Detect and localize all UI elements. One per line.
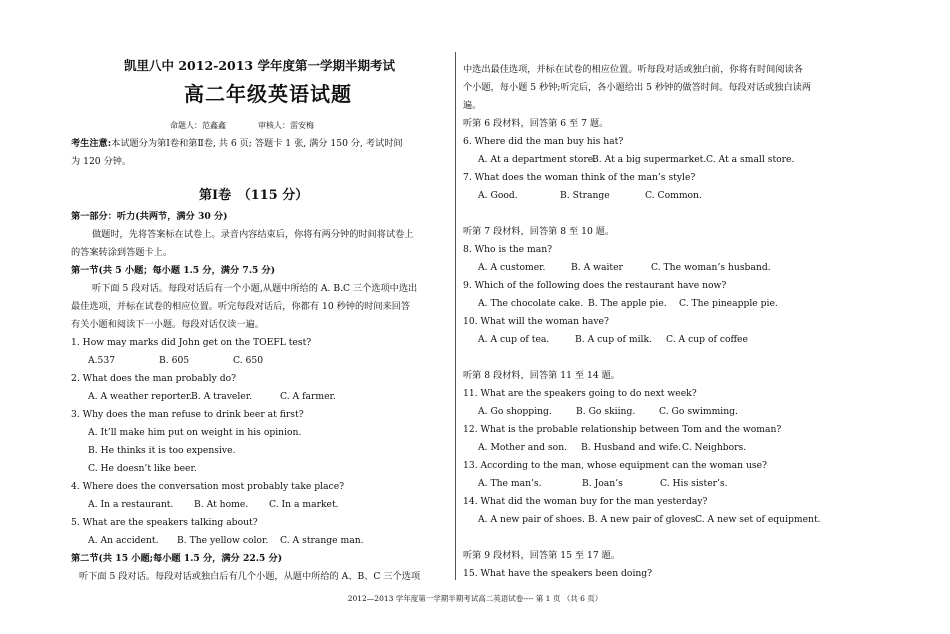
part1-heading: 第一部分：听力(共两节，满分 30 分) (71, 211, 228, 222)
option-a: A. It’ll make him put on weight in his opinion. (88, 427, 302, 438)
sub1-heading: 第一节(共 5 小题；每小题 1.5 分，满分 7.5 分) (71, 265, 276, 276)
question-stem: 4. Where does the conversation most probably take place? (71, 481, 345, 492)
option-a: A. An accident. (88, 535, 159, 546)
question-stem: 11. What are the speakers going to do next week? (463, 388, 697, 399)
option-b: B. The yellow color. (177, 535, 269, 546)
notice-label: 考生注意: (71, 138, 112, 149)
material-instruction: 听第 8 段材料，回答第 11 至 14 题。 (463, 370, 620, 381)
option-b: B. Joan’s (582, 478, 623, 489)
question-stem: 13. According to the man, whose equipment can the woman use? (463, 460, 767, 471)
option-c: C. He doesn’t like beer. (88, 463, 197, 474)
exam-title-line: 凯里八中 2012-2013 学年度第一学期半期考试 (124, 58, 395, 73)
question-stem: 7. What does the woman think of the man’s style? (463, 172, 696, 183)
option-a: A.537 (88, 355, 116, 366)
exam-notice-line-1 (71, 138, 403, 150)
sub2-heading: 第二节(共 15 小题;每小题 1.5 分，满分 22.5 分) (71, 553, 283, 564)
notice-text: 本试题分为第Ⅰ卷和第Ⅱ卷, 共 6 页; 答题卡 1 张, 满分 150 分, 考试时间 (111, 138, 403, 149)
option-c: C. 650 (233, 355, 264, 366)
question-stem: 15. What have the speakers been doing? (463, 568, 653, 579)
option-c: C. A strange man. (280, 535, 364, 546)
option-a: A. A new pair of shoes. (478, 514, 585, 525)
question-stem: 12. What is the probable relationship between Tom and the woman? (463, 424, 782, 435)
option-b: B. A new pair of gloves. (588, 514, 699, 525)
question-stem: 2. What does the man probably do? (71, 373, 237, 384)
sub2-intro-1: 听下面 5 段对话。每段对话或独白后有几个小题，从题中所给的 A、B、C 三个选项 (79, 571, 421, 582)
part1-intro-2: 的答案转涂到答题卡上。 (71, 247, 173, 258)
option-c: C. The pineapple pie. (679, 298, 778, 309)
section-heading: 第Ⅰ卷 （115 分） (199, 188, 309, 203)
option-a: A. The man’s. (478, 478, 542, 489)
option-b: B. At a big supermarket. (592, 154, 707, 165)
option-a: A. A cup of tea. (478, 334, 550, 345)
option-c: C. A farmer. (280, 391, 336, 402)
option-c: C. Neighbors. (682, 442, 747, 453)
question-stem: 5. What are the speakers talking about? (71, 517, 258, 528)
material-instruction: 听第 9 段材料，回答第 15 至 17 题。 (463, 550, 620, 561)
option-a: A. In a restaurant. (88, 499, 174, 510)
option-b: B. A waiter (571, 262, 623, 273)
option-c: C. His sister’s. (660, 478, 728, 489)
question-stem: 10. What will the woman have? (463, 316, 609, 327)
option-c: C. In a market. (269, 499, 339, 510)
author-line: 命题人：范鑫鑫 审核人：雷安梅 (170, 121, 314, 130)
question-stem: 14. What did the woman buy for the man yesterday? (463, 496, 708, 507)
option-a: A. A weather reporter. (88, 391, 193, 402)
option-c: C. The woman’s husband. (651, 262, 771, 273)
question-stem: 3. Why does the man refuse to drink beer at first? (71, 409, 304, 420)
column-divider (455, 52, 456, 580)
option-b: B. He thinks it is too expensive. (88, 445, 236, 456)
sub2-intro-2: 中选出最佳选项，并标在试卷的相应位置。听每段对话或独白前，你将有时间阅读各 (463, 64, 803, 75)
option-a: A. Mother and son. (478, 442, 568, 453)
option-a: A. A customer. (478, 262, 546, 273)
part1-intro-1: 做题时，先将答案标在试卷上。录音内容结束后，你将有两分钟的时间将试卷上 (92, 229, 414, 240)
sub1-intro-1: 听下面 5 段对话。每段对话后有一个小题,从题中所给的 A. B.C 三个选项中选出 (92, 283, 418, 294)
option-a: A. Good. (478, 190, 518, 201)
option-c: C. A new set of equipment. (695, 514, 821, 525)
option-b: B. Strange (560, 190, 610, 201)
sub1-intro-2: 最佳选项，并标在试卷的相应位置。听完每段对话后，你都有 10 秒钟的时间来回答 (71, 301, 411, 312)
sub2-intro-4: 遍。 (463, 100, 482, 111)
page-footer: 2012—2013 学年度第一学期半期考试高二英语试卷---- 第 1 页 （共 6 页） (347, 594, 603, 603)
question-stem: 8. Who is the man? (463, 244, 553, 255)
question-stem: 9. Which of the following does the restaurant have now? (463, 280, 727, 291)
option-a: A. At a department store. (478, 154, 597, 165)
option-c: C. Common. (645, 190, 702, 201)
option-c: C. A cup of coffee (666, 334, 748, 345)
question-stem: 6. Where did the man buy his hat? (463, 136, 624, 147)
question-stem: 1. How may marks did John get on the TOEFL test? (71, 337, 312, 348)
option-a: A. The chocolate cake. (478, 298, 584, 309)
option-b: B. Go skiing. (576, 406, 636, 417)
option-b: B. The apple pie. (588, 298, 667, 309)
material-instruction: 听第 6 段材料，回答第 6 至 7 题。 (463, 118, 609, 129)
material-instruction: 听第 7 段材料，回答第 8 至 10 题。 (463, 226, 615, 237)
option-a: A. Go shopping. (478, 406, 552, 417)
exam-notice-line-2: 为 120 分钟。 (71, 156, 132, 167)
sub2-intro-3: 个小题，每小题 5 秒钟;听完后，各小题给出 5 秒钟的做答时间。每段对话或独白读两 (463, 82, 812, 93)
option-b: B. A cup of milk. (575, 334, 652, 345)
option-b: B. A traveler. (191, 391, 253, 402)
option-b: B. 605 (159, 355, 190, 366)
sub1-intro-3: 有关小题和阅读下一小题。每段对话仅读一遍。 (71, 319, 264, 330)
option-b: B. Husband and wife. (581, 442, 682, 453)
option-c: C. Go swimming. (659, 406, 738, 417)
option-b: B. At home. (194, 499, 249, 510)
option-c: C. At a small store. (706, 154, 795, 165)
subject-title: 高二年级英语试题 (184, 82, 352, 106)
